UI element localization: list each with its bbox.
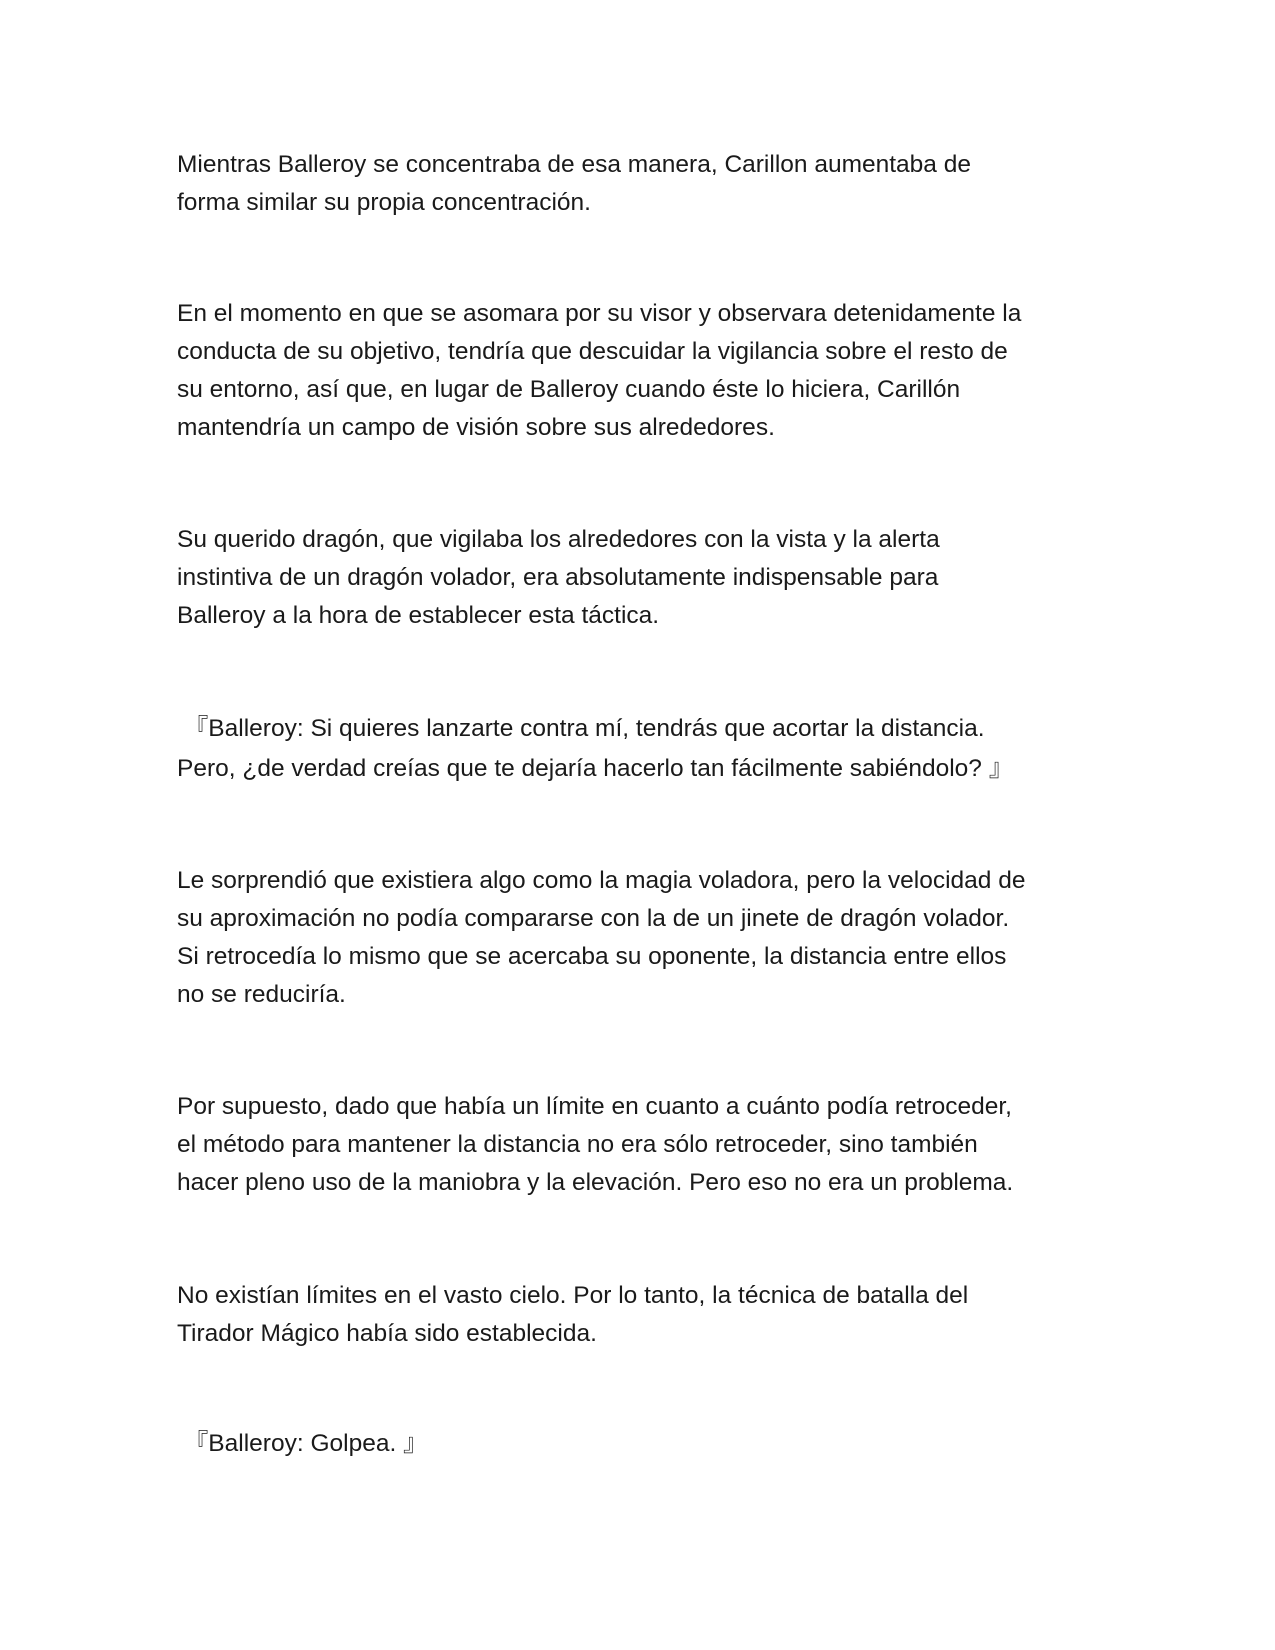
paragraph-dialogue-2: 『Balleroy: Golpea. 』 — [177, 1430, 428, 1457]
paragraph-dialogue-1: 『Balleroy: Si quieres lanzarte contra mí, tendrás que acortar la distancia. Pero, ¿de verdad creías que te dejaría hacerlo tan fácilmente sabiéndolo? 』 — [177, 715, 1014, 782]
paragraph-narration-3: Su querido dragón, que vigilaba los alrededores con la vista y la alerta instintiva de un dragón volador, era absolutamente indispensable para Balleroy a la hora de establecer esta táctica. — [177, 526, 940, 629]
paragraph-narration-5: Por supuesto, dado que había un límite en cuanto a cuánto podía retroceder, el método para mantener la distancia no era sólo retroceder, sino también hacer pleno uso de la maniobra y la elevación. Pero eso no era un problema. — [177, 1093, 1014, 1196]
paragraph-narration-2: En el momento en que se asomara por su visor y observara detenidamente la conducta de su objetivo, tendría que descuidar la vigilancia sobre el resto de su entorno, así que, en lugar de Balleroy cuando éste lo hiciera, Carillón mantendría un campo de visión sobre sus alrededores. — [177, 300, 1022, 441]
paragraph-narration-1: Mientras Balleroy se concentraba de esa manera, Carillon aumentaba de forma similar su propia concentración. — [177, 151, 971, 216]
paragraph-narration-6: No existían límites en el vasto cielo. Por lo tanto, la técnica de batalla del Tirador Mágico había sido establecida. — [177, 1282, 969, 1347]
paragraph-narration-4: Le sorprendió que existiera algo como la magia voladora, pero la velocidad de su aproximación no podía compararse con la de un jinete de dragón volador. Si retrocedía lo mismo que se acercaba su oponente, la distancia entre ellos no se reduciría. — [177, 867, 1026, 1008]
